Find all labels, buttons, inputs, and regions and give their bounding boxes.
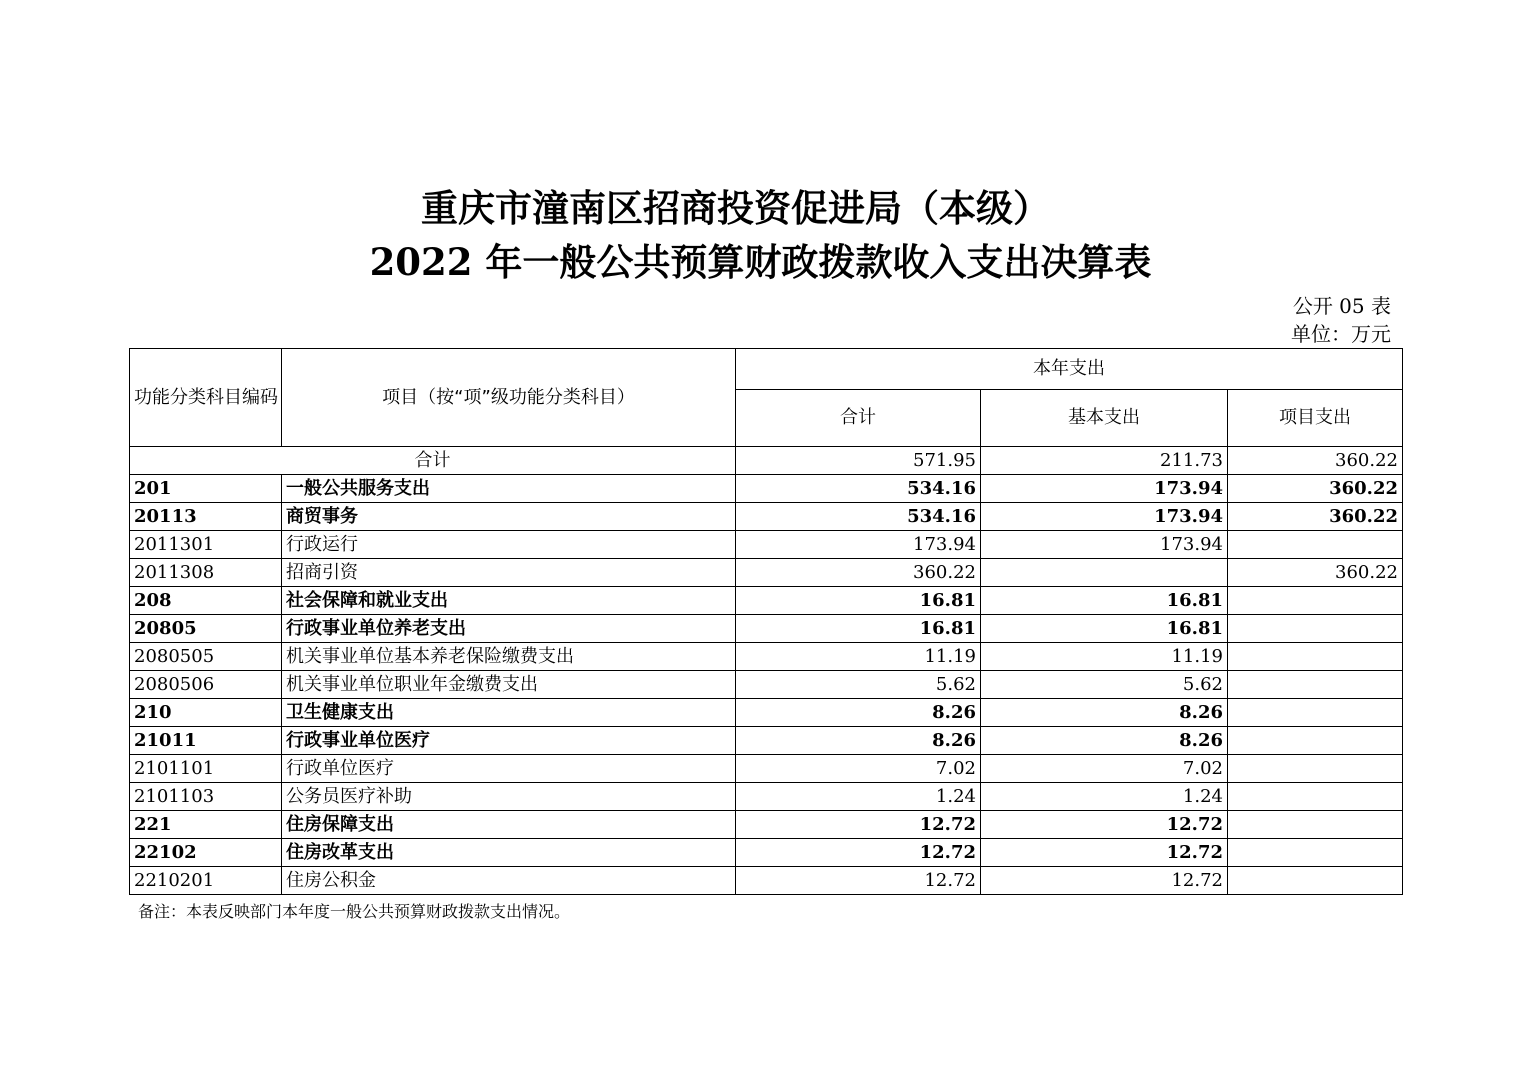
row-basic: 8.26 (981, 699, 1228, 727)
form-number: 公开 05 表 (1292, 294, 1391, 318)
row-name: 住房保障支出 (282, 811, 736, 839)
row-name: 卫生健康支出 (282, 699, 736, 727)
table-row (130, 699, 1403, 727)
row-name: 住房公积金 (282, 867, 736, 895)
row-name: 机关事业单位基本养老保险缴费支出 (282, 643, 736, 671)
table-row (130, 783, 1403, 811)
row-total: 16.81 (736, 587, 981, 615)
row-name: 公务员医疗补助 (282, 783, 736, 811)
row-project: 360.22 (1228, 475, 1403, 503)
row-project (1228, 699, 1403, 727)
row-project (1228, 531, 1403, 559)
table-row (130, 587, 1403, 615)
row-total: 1.24 (736, 783, 981, 811)
table-total-row (130, 447, 1403, 475)
row-basic: 5.62 (981, 671, 1228, 699)
row-project: 360.22 (1228, 559, 1403, 587)
header-total: 合计 (736, 390, 981, 447)
table-row (130, 839, 1403, 867)
row-name: 行政事业单位养老支出 (282, 615, 736, 643)
row-basic: 16.81 (981, 615, 1228, 643)
total-label: 合计 (130, 447, 736, 475)
row-code: 2101101 (130, 755, 282, 783)
header-project: 项目支出 (1228, 390, 1403, 447)
row-code: 2101103 (130, 783, 282, 811)
row-code: 2080506 (130, 671, 282, 699)
row-total: 12.72 (736, 867, 981, 895)
header-item: 项目（按“项”级功能分类科目） (282, 349, 736, 447)
row-name: 机关事业单位职业年金缴费支出 (282, 671, 736, 699)
table-row (130, 615, 1403, 643)
row-project (1228, 615, 1403, 643)
document-title-line-1: 重庆市潼南区招商投资促进局（本级） (421, 186, 1050, 230)
total-project: 360.22 (1228, 447, 1403, 475)
row-project (1228, 839, 1403, 867)
header-current-year-expense: 本年支出 (736, 349, 1403, 390)
row-name: 商贸事务 (282, 503, 736, 531)
row-name: 招商引资 (282, 559, 736, 587)
total-basic: 211.73 (981, 447, 1228, 475)
row-total: 11.19 (736, 643, 981, 671)
row-total: 12.72 (736, 811, 981, 839)
row-total: 12.72 (736, 839, 981, 867)
table-row (130, 727, 1403, 755)
header-basic: 基本支出 (981, 390, 1228, 447)
row-basic: 173.94 (981, 531, 1228, 559)
row-name: 行政运行 (282, 531, 736, 559)
table-row (130, 755, 1403, 783)
row-project: 360.22 (1228, 503, 1403, 531)
row-code: 21011 (130, 727, 282, 755)
row-basic: 12.72 (981, 867, 1228, 895)
table-row (130, 867, 1403, 895)
row-code: 20805 (130, 615, 282, 643)
row-code: 20113 (130, 503, 282, 531)
table-header-row-1 (130, 349, 1403, 390)
row-name: 一般公共服务支出 (282, 475, 736, 503)
row-basic: 173.94 (981, 503, 1228, 531)
table-row (130, 531, 1403, 559)
row-project (1228, 867, 1403, 895)
table-row (130, 643, 1403, 671)
row-total: 5.62 (736, 671, 981, 699)
row-project (1228, 587, 1403, 615)
row-basic: 12.72 (981, 839, 1228, 867)
row-total: 173.94 (736, 531, 981, 559)
row-project (1228, 783, 1403, 811)
row-total: 8.26 (736, 699, 981, 727)
row-code: 2011301 (130, 531, 282, 559)
row-name: 行政事业单位医疗 (282, 727, 736, 755)
header-code: 功能分类科目编码 (130, 349, 282, 447)
row-project (1228, 811, 1403, 839)
row-basic: 173.94 (981, 475, 1228, 503)
table-row (130, 811, 1403, 839)
row-basic: 1.24 (981, 783, 1228, 811)
row-name: 行政单位医疗 (282, 755, 736, 783)
table-row (130, 475, 1403, 503)
row-total: 8.26 (736, 727, 981, 755)
row-basic: 11.19 (981, 643, 1228, 671)
row-basic: 8.26 (981, 727, 1228, 755)
row-project (1228, 671, 1403, 699)
row-name: 住房改革支出 (282, 839, 736, 867)
row-code: 221 (130, 811, 282, 839)
row-total: 534.16 (736, 475, 981, 503)
row-project (1228, 643, 1403, 671)
table-row (130, 559, 1403, 587)
budget-table (129, 348, 1403, 895)
row-code: 210 (130, 699, 282, 727)
row-code: 2210201 (130, 867, 282, 895)
row-basic: 16.81 (981, 587, 1228, 615)
row-code: 2011308 (130, 559, 282, 587)
row-project (1228, 727, 1403, 755)
total-total: 571.95 (736, 447, 981, 475)
footnote: 备注：本表反映部门本年度一般公共预算财政拨款支出情况。 (138, 902, 571, 921)
row-total: 7.02 (736, 755, 981, 783)
row-project (1228, 755, 1403, 783)
row-code: 2080505 (130, 643, 282, 671)
row-total: 534.16 (736, 503, 981, 531)
row-basic (981, 559, 1228, 587)
row-code: 208 (130, 587, 282, 615)
row-basic: 12.72 (981, 811, 1228, 839)
document-title-line-2: 2022 年一般公共预算财政拨款收入支出决算表 (369, 240, 1152, 284)
row-total: 16.81 (736, 615, 981, 643)
unit-label: 单位：万元 (1291, 322, 1391, 346)
row-basic: 7.02 (981, 755, 1228, 783)
row-code: 201 (130, 475, 282, 503)
table-row (130, 503, 1403, 531)
row-name: 社会保障和就业支出 (282, 587, 736, 615)
table-row (130, 671, 1403, 699)
row-code: 22102 (130, 839, 282, 867)
row-total: 360.22 (736, 559, 981, 587)
